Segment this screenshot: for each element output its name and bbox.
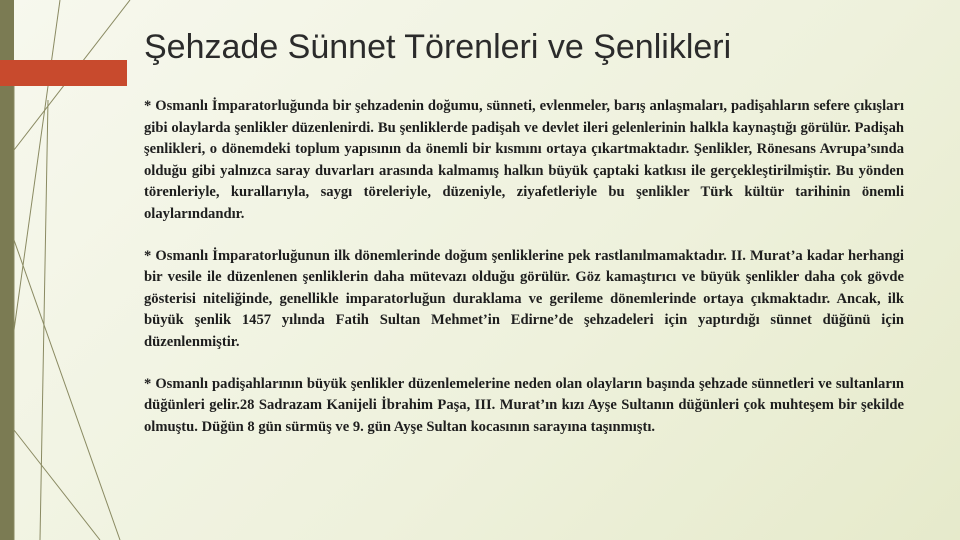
slide-body: [144, 96, 904, 458]
paragraph-3: * Osmanlı padişahlarının büyük şenlikler düzenlemelerine neden olan olayların başında şehzade sünnetleri ve sultanların düğünleri gelir.28 Sadrazam Kanijeli İbrahim Paşa, III. Murat’ın kızı Ayşe Sultanın düğünleri çok muhteşem bir şekilde olmuştu. Düğün 8 gün sürmüş ve 9. gün Ayşe Sultan kocasının sarayına taşınmıştı.: [144, 375, 904, 435]
paragraph-1: * Osmanlı İmparatorluğunda bir şehzadenin doğumu, sünneti, evlenmeler, barış anlaşmaları, padişahların sefere çıkışları gibi olaylarda şenlikler düzenlenirdi. Bu şenliklerde padişah ve devlet ileri gelenlerinin halkla kaynaştığı görülür. Padişah şenlikleri, o dönemdeki toplum yapısının da önemli bir kısmını ortaya çıkartmaktadır. Şenlikler, Rönesans Avrupa’sında olduğu gibi yalnızca saray duvarları arasında kalmamış halkın büyük çaptaki katkısı ile gerçekleştirilmiştir. Bu yönden törenleriyle, kurallarıyla, saygı töreleriyle, düzeniyle, ziyafetleriyle bu şenlikler Türk kültür tarihinin önemli olaylarındandır.: [144, 98, 904, 222]
title-accent-bar: [0, 60, 127, 86]
paragraph-2: * Osmanlı İmparatorluğunun ilk dönemlerinde doğum şenliklerine pek rastlanılmamaktadır. II. Murat’a kadar herhangi bir vesile ile düzenlenen şenliklerin daha mütevazı olduğu görülür. Göz kamaştırıcı ve büyük şenlikler daha çok gövde gösterisi niteliğinde, genellikle imparatorluğun duraklama ve gerileme dönemlerinde ortaya çıkmaktadır. Ancak, ilk büyük şenlik 1457 yılında Fatih Sultan Mehmet’in Edirne’de şehzadeleri için yaptırdığı sünnet düğünü için düzenlenmiştir.: [144, 247, 904, 350]
slide-title: Şehzade Sünnet Törenleri ve Şenlikleri: [144, 28, 732, 66]
